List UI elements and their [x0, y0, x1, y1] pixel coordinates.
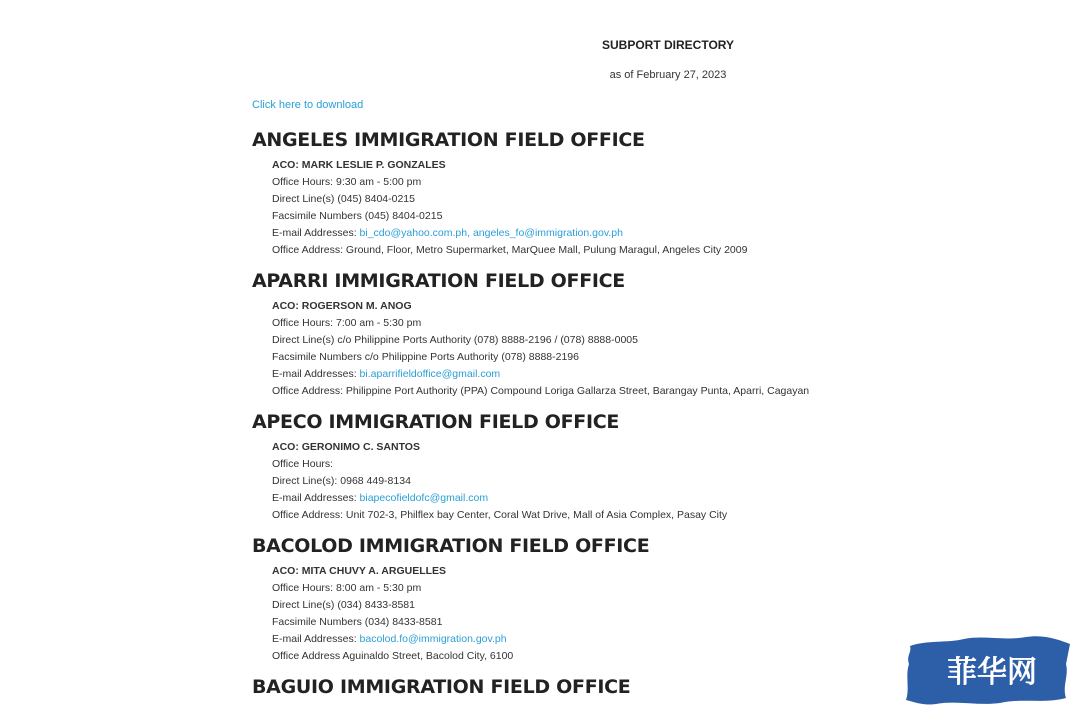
office-aco: ACO: MITA CHUVY A. ARGUELLES: [272, 565, 447, 577]
office-aco: ACO: ROGERSON M. ANOG: [272, 300, 412, 312]
office-address: Office Address: Philippine Port Authority (PPA) Compound Loriga Gallarza Street, Barangay Punta, Aparri, Cagayan: [272, 385, 810, 397]
email-label: E-mail Addresses:: [272, 368, 360, 380]
office-direct-line: Direct Line(s) (045) 8404-0215: [272, 193, 415, 205]
office-email-row: [272, 366, 952, 383]
office-title: APECO IMMIGRATION FIELD OFFICE: [252, 411, 620, 433]
email-label: E-mail Addresses:: [272, 633, 360, 645]
office-aco: ACO: GERONIMO C. SANTOS: [272, 441, 420, 453]
office-email-row: [272, 225, 952, 242]
email-link[interactable]: bi.aparrifieldoffice@gmail.com: [359, 368, 501, 380]
office-address: Office Address: Ground, Floor, Metro Supermarket, MarQuee Mall, Pulung Maragul, Angeles City 2009: [272, 244, 748, 256]
email-label: E-mail Addresses:: [272, 227, 360, 239]
office-angeles: [252, 128, 952, 259]
office-hours: Office Hours: 8:00 am - 5:30 pm: [272, 582, 422, 594]
office-fax: Facsimile Numbers (034) 8433-8581: [272, 616, 443, 628]
as-of-date: as of February 27, 2023: [609, 69, 727, 81]
email-link[interactable]: bacolod.fo@immigration.gov.ph: [359, 633, 507, 645]
office-email-row: [272, 490, 952, 507]
office-direct-line: Direct Line(s) (034) 8433-8581: [272, 599, 415, 611]
office-apeco: [252, 410, 952, 524]
office-fax: Facsimile Numbers (045) 8404-0215: [272, 210, 443, 222]
office-title: APARRI IMMIGRATION FIELD OFFICE: [252, 270, 625, 292]
office-direct-line: Direct Line(s) c/o Philippine Ports Authority (078) 8888-2196 / (078) 8888-0005: [272, 334, 638, 346]
office-title: ANGELES IMMIGRATION FIELD OFFICE: [252, 129, 645, 151]
office-hours: Office Hours:: [272, 458, 334, 470]
office-aparri: [252, 269, 952, 400]
download-link[interactable]: Click here to download: [252, 99, 364, 111]
office-fax: Facsimile Numbers c/o Philippine Ports Authority (078) 8888-2196: [272, 351, 579, 363]
office-title: BAGUIO IMMIGRATION FIELD OFFICE: [252, 676, 631, 698]
watermark-logo: [904, 634, 1072, 706]
office-aco: ACO: MARK LESLIE P. GONZALES: [272, 159, 446, 171]
email-link[interactable]: bi_cdo@yahoo.com.ph, angeles_fo@immigration.gov.ph: [359, 227, 623, 239]
office-list: [252, 128, 952, 709]
email-link[interactable]: biapecofieldofc@gmail.com: [359, 492, 489, 504]
watermark-text: 菲华网: [947, 655, 1037, 690]
office-email-row: [272, 631, 952, 648]
office-title: BACOLOD IMMIGRATION FIELD OFFICE: [252, 535, 650, 557]
office-baguio: [252, 675, 952, 699]
watermark-svg: [904, 634, 1072, 706]
office-hours: Office Hours: 9:30 am - 5:00 pm: [272, 176, 422, 188]
email-label: E-mail Addresses:: [272, 492, 360, 504]
office-address: Office Address Aguinaldo Street, Bacolod City, 6100: [272, 650, 514, 662]
office-bacolod: [252, 534, 952, 665]
office-direct-line: Direct Line(s): 0968 449-8134: [272, 475, 411, 487]
page-title: SUBPORT DIRECTORY: [601, 38, 734, 52]
office-address: Office Address: Unit 702-3, Philflex bay Center, Coral Wat Drive, Mall of Asia Complex, Pasay City: [272, 509, 728, 521]
office-hours: Office Hours: 7:00 am - 5:30 pm: [272, 317, 422, 329]
